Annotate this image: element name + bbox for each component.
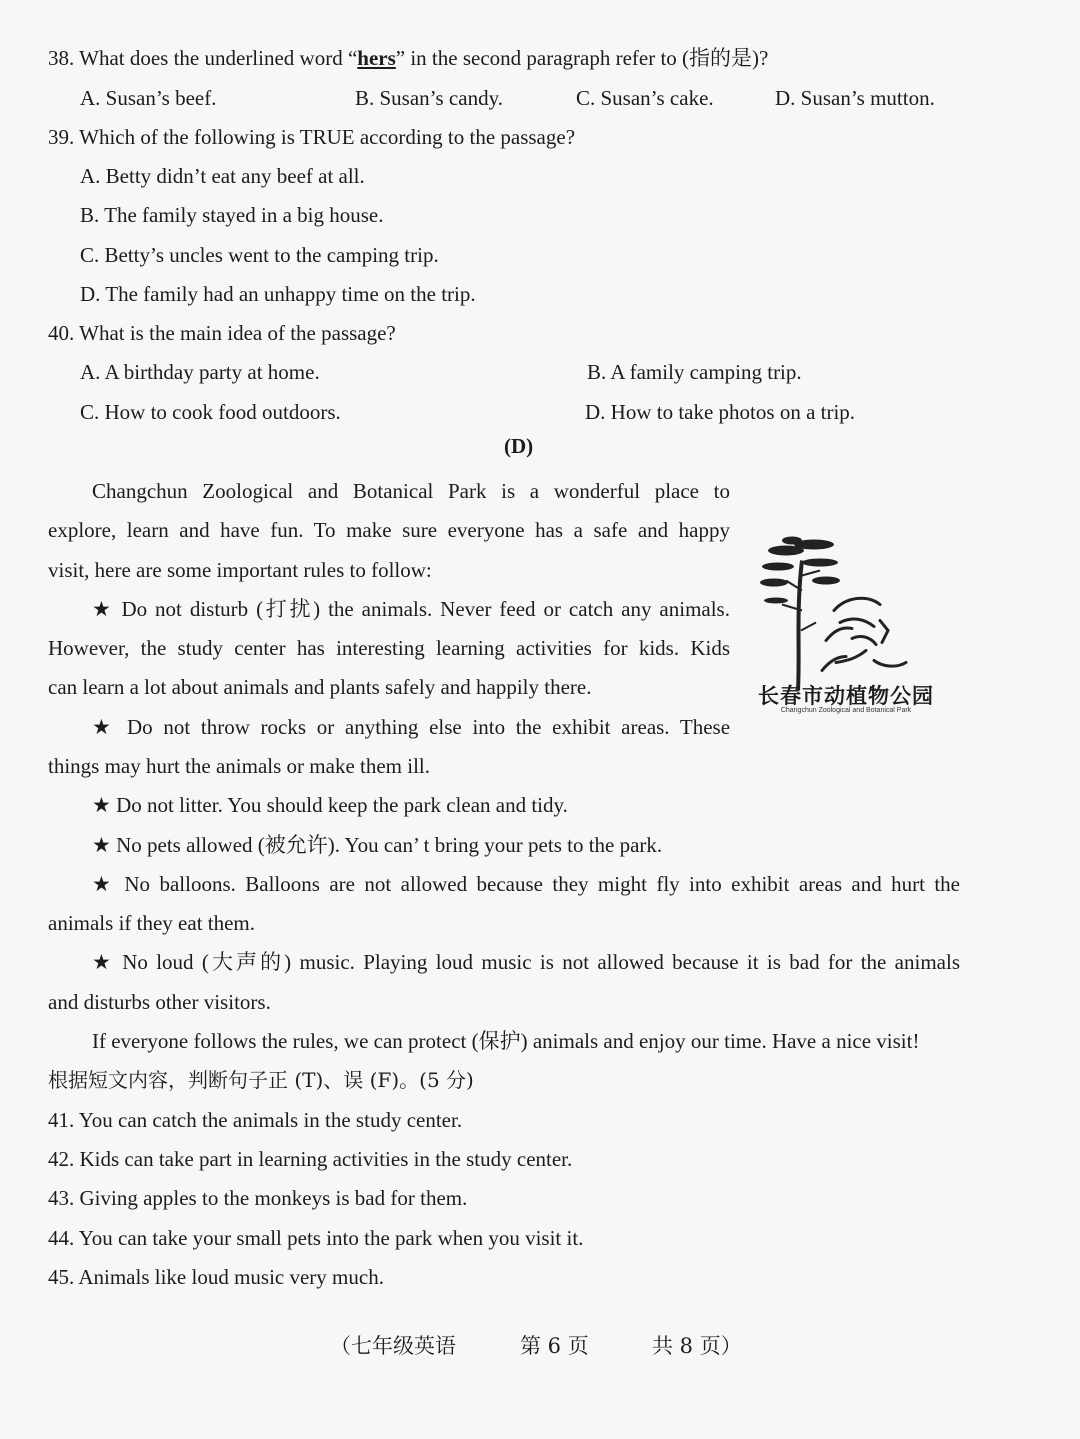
rule-6-line bbox=[48, 943, 960, 982]
logo-chinese-name: 长春市动植物公园 bbox=[758, 683, 934, 708]
q38-option-a: A. Susan’s beef. bbox=[80, 86, 217, 110]
star-icon: ★ bbox=[92, 714, 117, 739]
passage-intro bbox=[48, 472, 730, 747]
rule-4-line bbox=[48, 826, 960, 865]
q39-option-c: C. Betty’s uncles went to the camping trip. bbox=[80, 243, 439, 267]
q38-option-d: D. Susan’s mutton. bbox=[775, 86, 935, 110]
footer-page: 第 6 页 bbox=[520, 1334, 589, 1358]
rule-3-line bbox=[48, 786, 960, 825]
rule-1-line: can learn a lot about animals and plants safely and happily there. bbox=[48, 675, 592, 700]
question-38-stem bbox=[48, 44, 768, 72]
rule-5-line bbox=[48, 865, 960, 904]
star-icon: ★ bbox=[92, 832, 111, 857]
q39-option-a: A. Betty didn’t eat any beef at all. bbox=[80, 164, 365, 188]
rule-6-line: and disturbs other visitors. bbox=[48, 989, 271, 1014]
rule-5-text: No balloons. Balloons are not allowed because they might fly into exhibit areas and hurt the bbox=[124, 871, 961, 896]
passage-line: explore, learn and have fun. To make sure everyone has a safe and happy bbox=[48, 518, 730, 543]
tf-item: 41. You can catch the animals in the study center. bbox=[48, 1107, 463, 1132]
passage-line: visit, here are some important rules to follow: bbox=[48, 557, 432, 582]
q40-option-c: C. How to cook food outdoors. bbox=[80, 400, 341, 424]
passage-body bbox=[48, 747, 960, 1297]
tf-instruction: 根据短文内容，判断句子正 (T)、误 (F)。(5 分) bbox=[48, 1068, 474, 1093]
q40-option-b: B. A family camping trip. bbox=[587, 360, 802, 384]
question-39-stem: 39. Which of the following is TRUE according to the passage? bbox=[48, 125, 576, 149]
rule-3-text: Do not litter. You should keep the park clean and tidy. bbox=[116, 793, 568, 818]
tf-item: 45. Animals like loud music very much. bbox=[48, 1264, 384, 1289]
question-40-stem: 40. What is the main idea of the passage? bbox=[48, 321, 396, 345]
footer-subject: （七年级英语 bbox=[330, 1334, 456, 1358]
rule-1-text: Do not disturb (打扰) the animals. Never feed or catch any animals. bbox=[121, 596, 730, 621]
rule-2-line: things may hurt the animals or make them ill. bbox=[48, 754, 431, 778]
rule-2-text: Do not throw rocks or anything else into the exhibit areas. These bbox=[126, 714, 731, 739]
q39-option-d: D. The family had an unhappy time on the trip. bbox=[80, 282, 476, 306]
rule-6-text: No loud (大声的) music. Playing loud music is not allowed because it is bad for the animals bbox=[122, 950, 961, 975]
section-label: (D) bbox=[504, 434, 534, 458]
q40-option-a: A. A birthday party at home. bbox=[80, 360, 320, 384]
q39-option-b: B. The family stayed in a big house. bbox=[80, 203, 384, 227]
tf-item: 43. Giving apples to the monkeys is bad for them. bbox=[48, 1186, 468, 1211]
q38-option-b: B. Susan’s candy. bbox=[355, 86, 503, 110]
rule-1-line bbox=[48, 590, 730, 629]
q38-stem-part: 38. What does the underlined word “ bbox=[48, 46, 358, 70]
star-icon: ★ bbox=[92, 793, 111, 818]
tf-item: 42. Kids can take part in learning activities in the study center. bbox=[48, 1146, 573, 1171]
footer-total: 共 8 页） bbox=[652, 1334, 742, 1358]
star-icon: ★ bbox=[92, 950, 114, 975]
q38-stem-part: ” in the second paragraph refer to (指的是)? bbox=[395, 46, 769, 70]
star-icon: ★ bbox=[92, 871, 115, 896]
q38-option-c: C. Susan’s cake. bbox=[576, 86, 714, 110]
rule-5-line: animals if they eat them. bbox=[48, 911, 256, 936]
rule-4-text: No pets allowed (被允许). You can’ t bring your pets to the park. bbox=[116, 832, 663, 857]
q38-underlined-word: hers bbox=[357, 46, 396, 70]
q40-option-d: D. How to take photos on a trip. bbox=[585, 400, 856, 424]
logo-english-name: Changchun Zoological and Botanical Park bbox=[780, 707, 912, 714]
tf-item: 44. You can take your small pets into the park when you visit it. bbox=[48, 1225, 584, 1250]
passage-closing: If everyone follows the rules, we can protect (保护) animals and enjoy our time. Have a nice visit! bbox=[92, 1029, 920, 1054]
rule-1-line: However, the study center has interesting learning activities for kids. Kids bbox=[48, 636, 730, 661]
passage-line: Changchun Zoological and Botanical Park is a wonderful place to bbox=[92, 479, 730, 503]
rule-2-line bbox=[48, 708, 730, 747]
star-icon: ★ bbox=[92, 596, 114, 621]
